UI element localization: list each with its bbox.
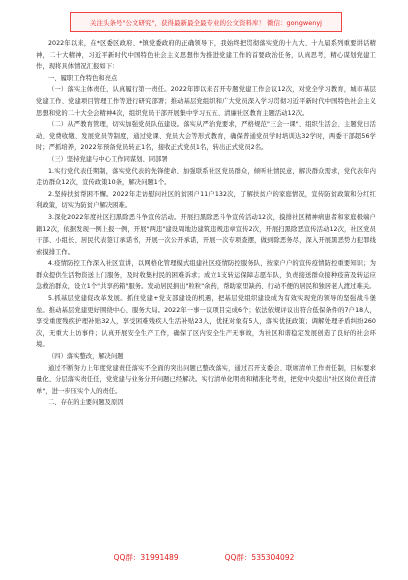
body-paragraph: 通过不断努力上年度党建责任落实不全面的突出问题已整改落实，通过召开支委会、联席清单工作责任制，目标要求量化、分层落实责任任，党党建与业务分开问题已经解决。实行清单化明责和精准化考责，把党中央提出"社区岗位责任清单"，进一步压实个人的责任。 bbox=[36, 364, 376, 395]
body-paragraph: （二）从严教育管理，切实加强党员队伍建设。落实从严治党要求，严格规范"三会一课"、组织生活会、主题党日活动、党费收缴、发展党员等制度，通过党课、党员大会等形式教育，确保普通党员学时培训达32学时，两委干部超56学时；严抓培养，2022年预备党员转正1名，接收正式党员1名，转出正式党员2名。 bbox=[36, 121, 376, 152]
document-body bbox=[36, 38, 376, 409]
intro-paragraph: 2022年以来，在*区委区政府、*镇党委政府的正确领导下，我始终把贯彻落实党的十九大、十九届系列重要讲话精神，二十大精神，习近平新时代中国特色社会主义思想作为推进党建工作的首要政治任务，认真思考，精心谋划党建工作，现将具体情况汇报如下： bbox=[36, 40, 376, 71]
qq-group-1: QQ群：31991489 bbox=[113, 552, 179, 562]
qq-group-2: QQ群：535304092 bbox=[224, 552, 295, 562]
body-paragraph: 3.深化2022年度社区扫黑除恶斗争宣传活动。开展扫黑除恶斗争宣传活动12次，摸排社区精神病患者和家庭极端户籍12次，依据发现一例上报一例，开展"两违"建设周地边建筑违规违章宣传2次，开展扫黑除恶宣传活动12次，社区党员干部、小组长、居民代表签订承诺书，开展一次公开承诺，开展一次专项查摆，做到除恶务尽，深入开展黑恶势力犯罪线索摸排工作。 bbox=[36, 213, 376, 256]
section-heading-1: 一、履职工作特色和亮点 bbox=[48, 74, 118, 82]
section-heading-2: 二、存在的主要问题及原因 bbox=[48, 399, 124, 407]
subsection-heading: （三）坚持党建与中心工作同谋划、同部署 bbox=[48, 155, 168, 163]
body-paragraph: 1.实行党代表任期制，落实党代表的先锋使命、加强联系社区党员群众，倾听社情民意，解决群众需求，党代表年内走访群众12次，宣传政策10条，解决问题1个。 bbox=[36, 167, 376, 187]
footer-contacts bbox=[0, 548, 408, 566]
body-paragraph: （一）落实主体责任，认真履行第一责任。2022年即以来召开专题党建工作会议12次，对党全学习教育，城市基层党建工作、党建项目管理工作等进行研究部署；推动基层党组织和广大党员深入学习贯彻习近平新时代中国特色社会主义思想和党的二十大全会精神4次，组织党员干部开展集中学习五五、清廉社区教育主题活动12次。 bbox=[36, 86, 376, 117]
body-paragraph: 2.坚持扶贫帮困不懈。2022年走访慰问社区的贫困户11户132次，了解扶贫户的家庭情况，宣传防贫政策和分红红利政策，切实为防贫户解决困难。 bbox=[36, 190, 376, 210]
body-paragraph: 5.抓基层党建促改革发展。抓住党建+党支部建设的机遇，把基层党组织建设成为有效实现党的领导的坚强战斗堡垒。推动基层党建更好围绕中心、服务大局。2022年一事一议项目完成6个；依法依规评议出符合低保条件的7户18人，享受重度残疾护理补贴32人，享受困难残疾人生活补贴23人，优抚对象有5人，落实优抚政策；调解处理矛盾纠纷260次，无重大上访事件；认真开展安全生产工作，确保了区内安全生产无事故，为社区和谐稳定发展创造了良好的社会环境。 bbox=[36, 295, 376, 349]
subsection-heading: （四）落实整改，解决问题 bbox=[48, 353, 124, 361]
body-paragraph: 4.疫情防控工作深入社区宣讲，以网格化管理模式组建社区疫情防控服务队，按家户户的宣传疫情防控重要知识；为群众提供生活物资送上门服务，及时收集村民的困难诉求；成立1支转运保障志愿车队，负责接送群众接种疫苗及转运应急救治群众，设立1个"共享药箱"服务。发动居民捐出"粒粒"余药，帮助家里缺药、行动不便的居民和独居老人渡过难关。 bbox=[36, 260, 376, 291]
promo-banner[interactable] bbox=[70, 12, 342, 32]
promo-banner-text: 关注头条号"公文研究"，获得最新最全最专业的公文资料库！ 微信：gongwenyj bbox=[90, 18, 322, 27]
